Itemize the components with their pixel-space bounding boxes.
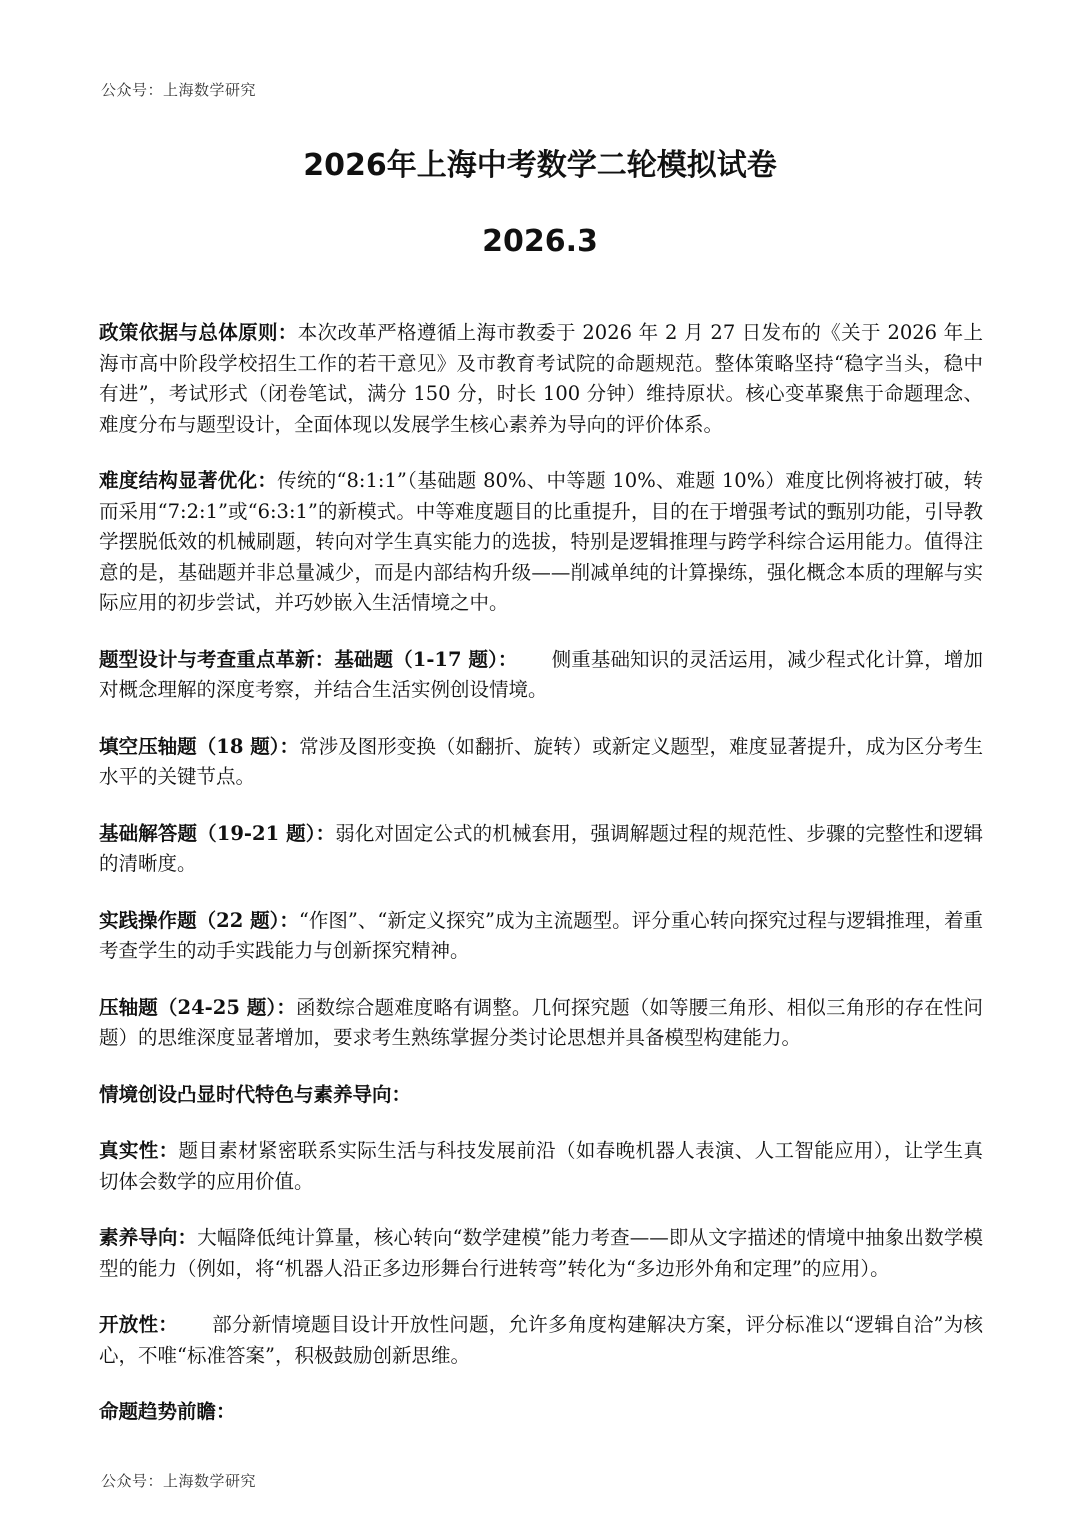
page-date: 2026.3 <box>482 224 598 259</box>
paragraph-text: 侧重基础知识的灵活运用，减少程式化计算，增加对概念理解的深度考察，并结合生活实例创设情境。 <box>99 647 983 701</box>
paragraph-lead: 题型设计与考查重点革新：基础题（1-17 题）： <box>99 647 518 671</box>
header-note: 公众号：上海数学研究 <box>101 81 257 99</box>
paragraph-basic-answers <box>99 819 983 880</box>
paragraph-policy <box>99 318 983 440</box>
paragraph-lead: 填空压轴题（18 题）： <box>99 734 300 758</box>
paragraph-openness <box>99 1310 983 1371</box>
paragraph-text: 大幅降低纯计算量，核心转向“数学建模”能力考查——即从文字描述的情境中抽象出数学模型的能力（例如，将“机器人沿正多边形舞台行进转弯”转化为“多边形外角和定理”的应用）。 <box>99 1226 983 1280</box>
paragraph-text: 本次改革严格遵循上海市教委于 2026 年 2 月 27 日发布的《关于 2026 年上海市高中阶段学校招生工作的若干意见》及市教育考试院的命题规范。整体策略坚持“稳字当头，稳中有进”，考试形式（闭卷笔试，满分 150 分，时长 100 分钟）维持原状。核心变革聚焦于命题理念、难度分布与题型设计，全面体现以发展学生核心素养为导向的评价体系。 <box>99 321 983 436</box>
paragraph-final-questions <box>99 993 983 1054</box>
paragraph-authenticity <box>99 1136 983 1197</box>
paragraph-lead: 基础解答题（19-21 题）： <box>99 821 336 845</box>
paragraph-lead: 开放性： <box>99 1313 179 1336</box>
paragraph-fill-blank <box>99 732 983 793</box>
section-heading-trends: 命题趋势前瞻： <box>99 1400 236 1423</box>
paragraph-literacy <box>99 1223 983 1284</box>
paragraph-difficulty <box>99 466 983 619</box>
paragraph-lead: 难度结构显著优化： <box>99 469 278 492</box>
paragraph-lead: 压轴题（24-25 题）： <box>99 995 296 1019</box>
paragraph-lead: 政策依据与总体原则： <box>99 321 298 344</box>
paragraph-text: “作图”、“新定义探究”成为主流题型。评分重心转向探究过程与逻辑推理，着重考查学生的动手实践能力与创新探究精神。 <box>99 908 983 962</box>
section-heading-context: 情境创设凸显时代特色与素养导向： <box>99 1082 412 1106</box>
paragraph-text: 弱化对固定公式的机械套用，强调解题过程的规范性、步骤的完整性和逻辑的清晰度。 <box>99 821 983 875</box>
page-title: 2026年上海中考数学二轮模拟试卷 <box>303 148 777 183</box>
paragraph-lead: 素养导向： <box>99 1226 198 1249</box>
document-body <box>99 318 983 1454</box>
paragraph-text: 函数综合题难度略有调整。几何探究题（如等腰三角形、相似三角形的存在性问题）的思维深度显著增加，要求考生熟练掌握分类讨论思想并具备模型构建能力。 <box>99 995 983 1049</box>
paragraph-lead: 实践操作题（22 题）： <box>99 908 299 932</box>
paragraph-practice <box>99 906 983 967</box>
footer-note: 公众号：上海数学研究 <box>101 1472 257 1490</box>
paragraph-text: 常涉及图形变换（如翻折、旋转）或新定义题型，难度显著提升，成为区分考生水平的关键节点。 <box>99 734 983 788</box>
paragraph-text: 题目素材紧密联系实际生活与科技发展前沿（如春晚机器人表演、人工智能应用），让学生真切体会数学的应用价值。 <box>99 1139 983 1193</box>
paragraph-lead: 真实性： <box>99 1139 179 1162</box>
paragraph-text: 部分新情境题目设计开放性问题，允许多角度构建解决方案，评分标准以“逻辑自洽”为核心，不唯“标准答案”，积极鼓励创新思维。 <box>99 1313 983 1367</box>
paragraph-text: 传统的“8:1:1”（基础题 80%、中等题 10%、难题 10%）难度比例将被打破，转而采用“7:2:1”或“6:3:1”的新模式。中等难度题目的比重提升，目的在于增强考试的甄别功能，引导教学摆脱低效的机械刷题，转向对学生真实能力的选拔，特别是逻辑推理与跨学科综合运用能力。值得注意的是，基础题并非总量减少，而是内部结构升级——削减单纯的计算操练，强化概念本质的理解与实际应用的初步尝试，并巧妙嵌入生活情境之中。 <box>99 469 983 614</box>
paragraph-basic-questions <box>99 645 983 706</box>
